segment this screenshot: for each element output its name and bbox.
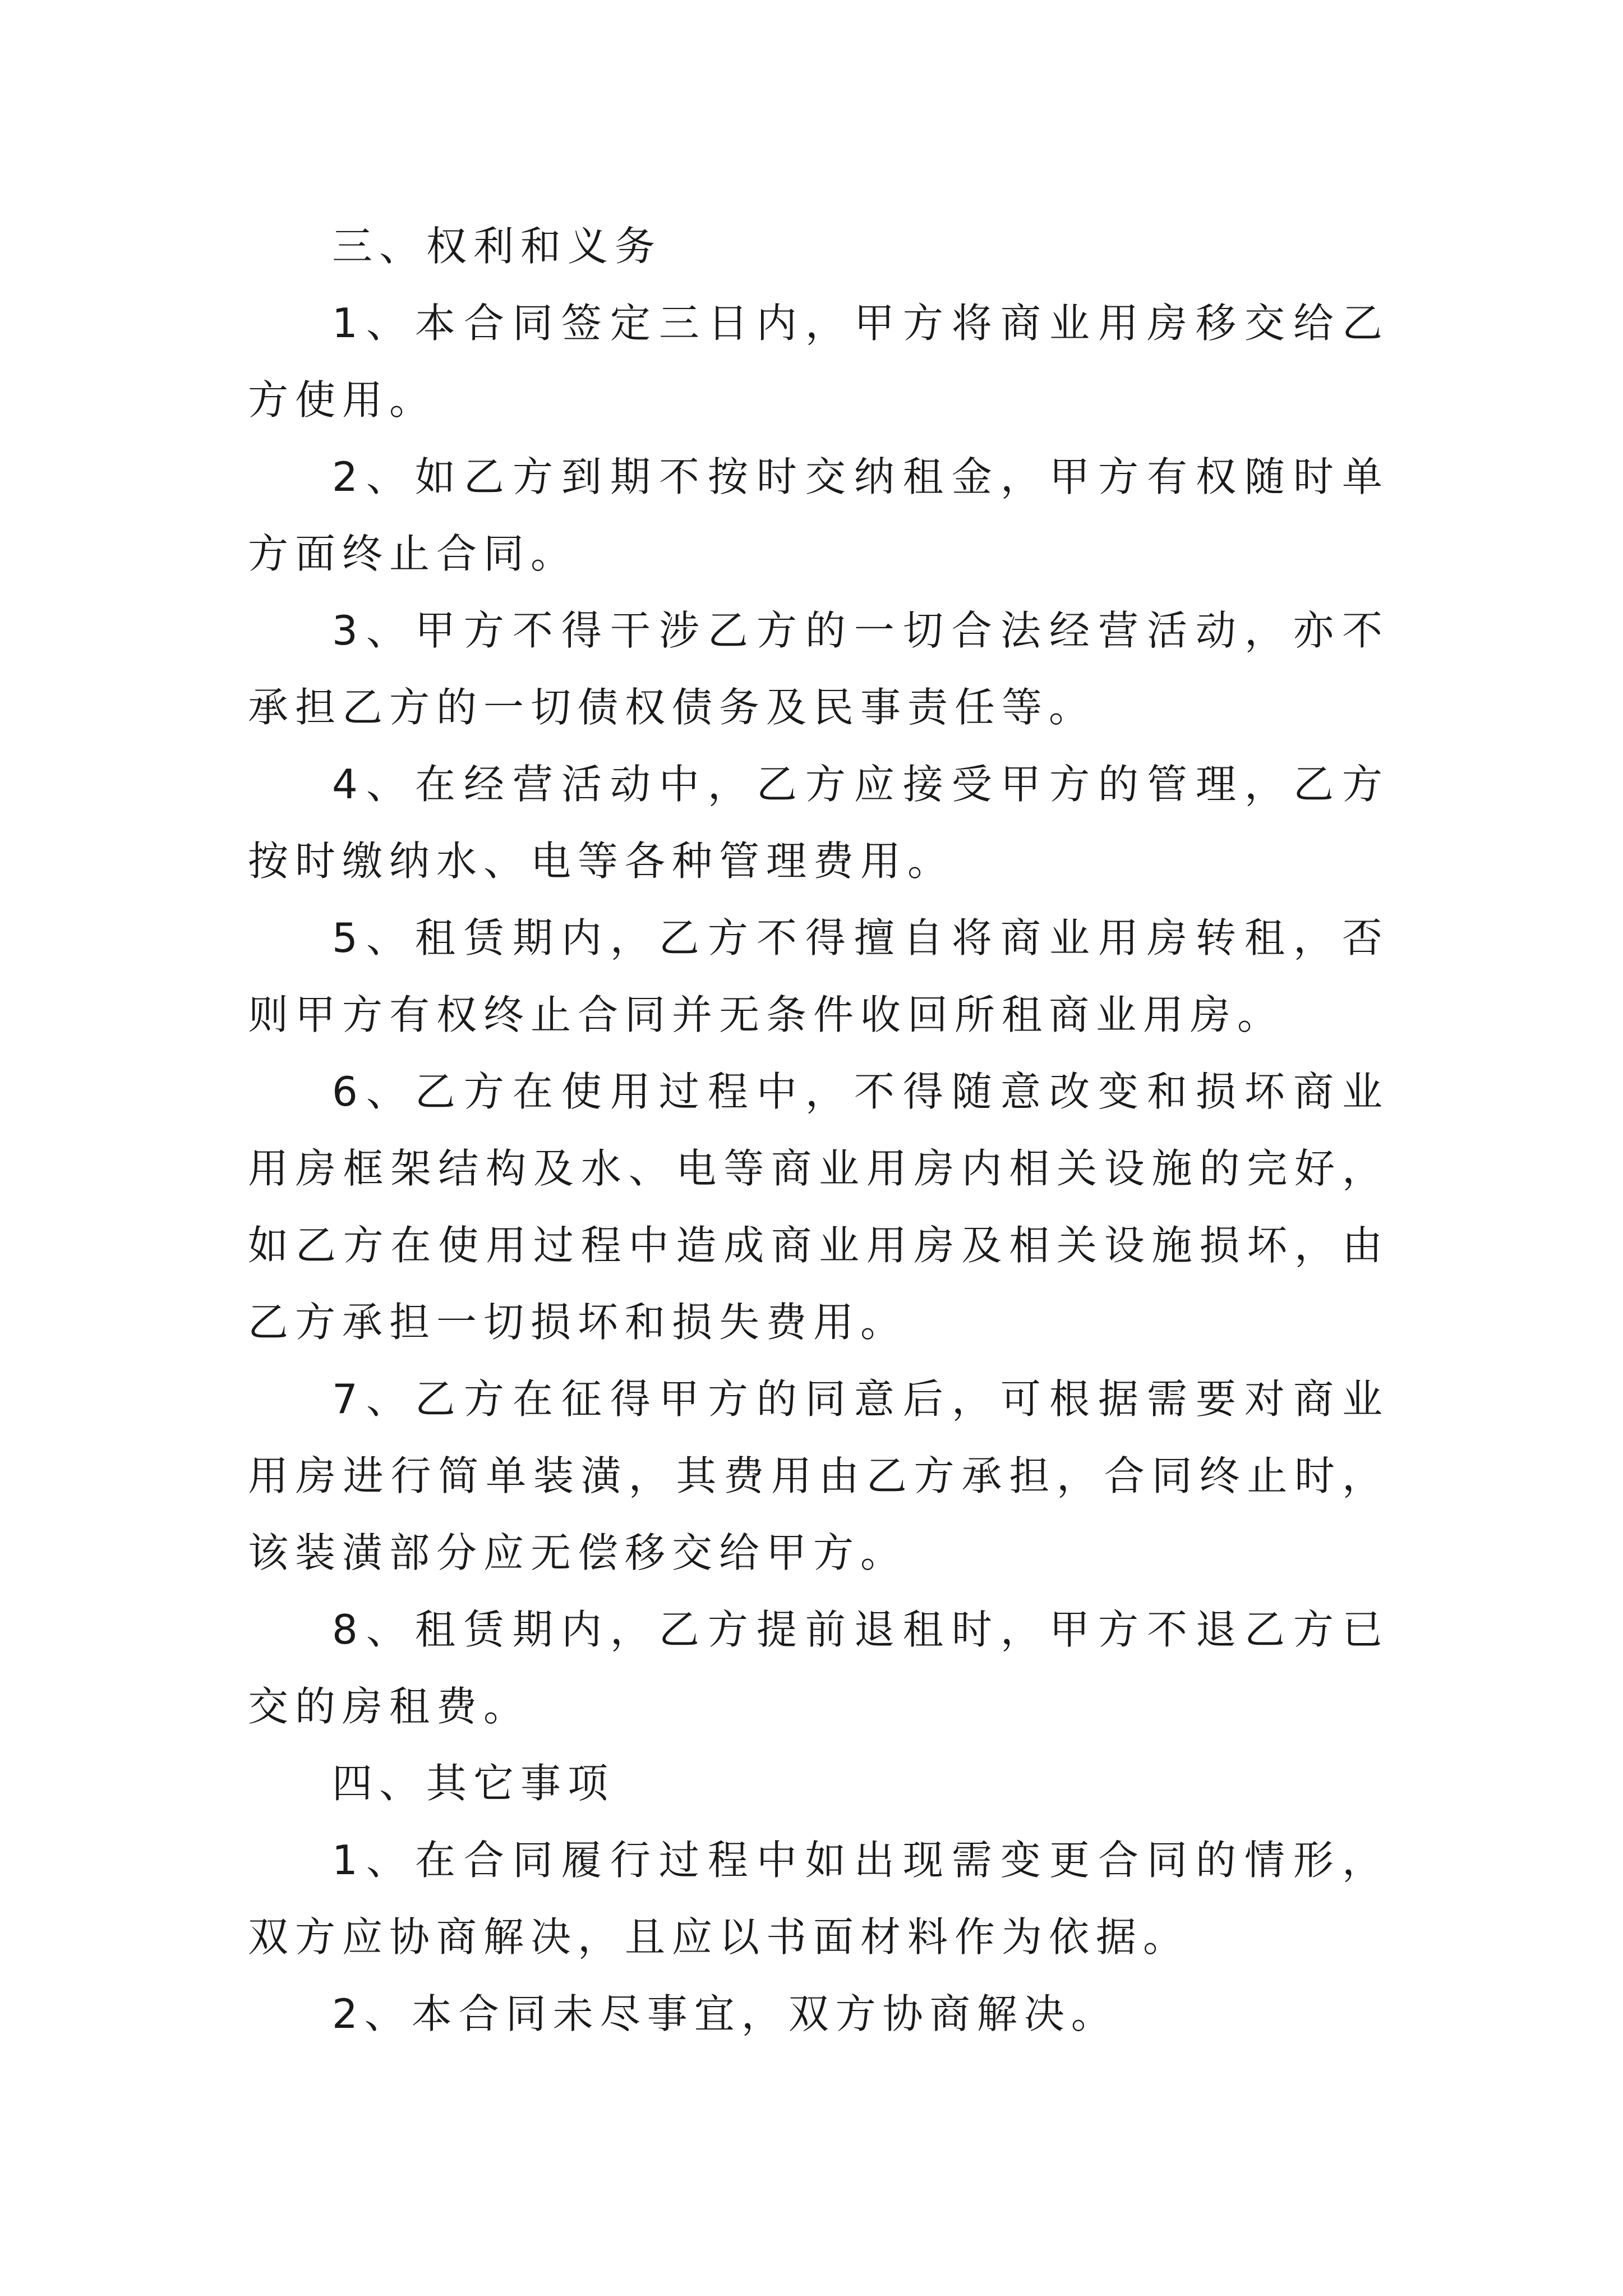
clause-paragraph: 7、乙方在征得甲方的同意后，可根据需要对商业用房进行简单装潢，其费用由乙方承担，合同终止时，该装潢部分应无偿移交给甲方。 [248, 1375, 1389, 1576]
section-heading: 四、其它事项 [332, 1760, 615, 1807]
clause-paragraph: 6、乙方在使用过程中，不得随意改变和损坏商业用房框架结构及水、电等商业用房内相关设施的完好，如乙方在使用过程中造成商业用房及相关设施损坏，由乙方承担一切损坏和损失费用。 [248, 1068, 1389, 1346]
clause-paragraph: 3、甲方不得干涉乙方的一切合法经营活动，亦不承担乙方的一切债权债务及民事责任等。 [248, 607, 1389, 731]
clause-paragraph: 2、如乙方到期不按时交纳租金，甲方有权随时单方面终止合同。 [248, 453, 1389, 577]
clause-paragraph: 5、租赁期内，乙方不得擅自将商业用房转租，否则甲方有权终止合同并无条件收回所租商业用房。 [248, 914, 1389, 1038]
section-heading: 三、权利和义务 [332, 223, 662, 270]
clause-paragraph: 2、本合同未尽事宜，双方协商解决。 [332, 1990, 1118, 2037]
clause-paragraph: 4、在经营活动中，乙方应接受甲方的管理，乙方按时缴纳水、电等各种管理费用。 [248, 761, 1389, 885]
clause-paragraph: 8、租赁期内，乙方提前退租时，甲方不退乙方已交的房租费。 [248, 1606, 1389, 1730]
document-page [248, 208, 1389, 2053]
clause-paragraph: 1、在合同履行过程中如出现需变更合同的情形，双方应协商解决，且应以书面材料作为依据。 [248, 1837, 1389, 1961]
clause-paragraph: 1、本合同签定三日内，甲方将商业用房移交给乙方使用。 [248, 300, 1389, 424]
